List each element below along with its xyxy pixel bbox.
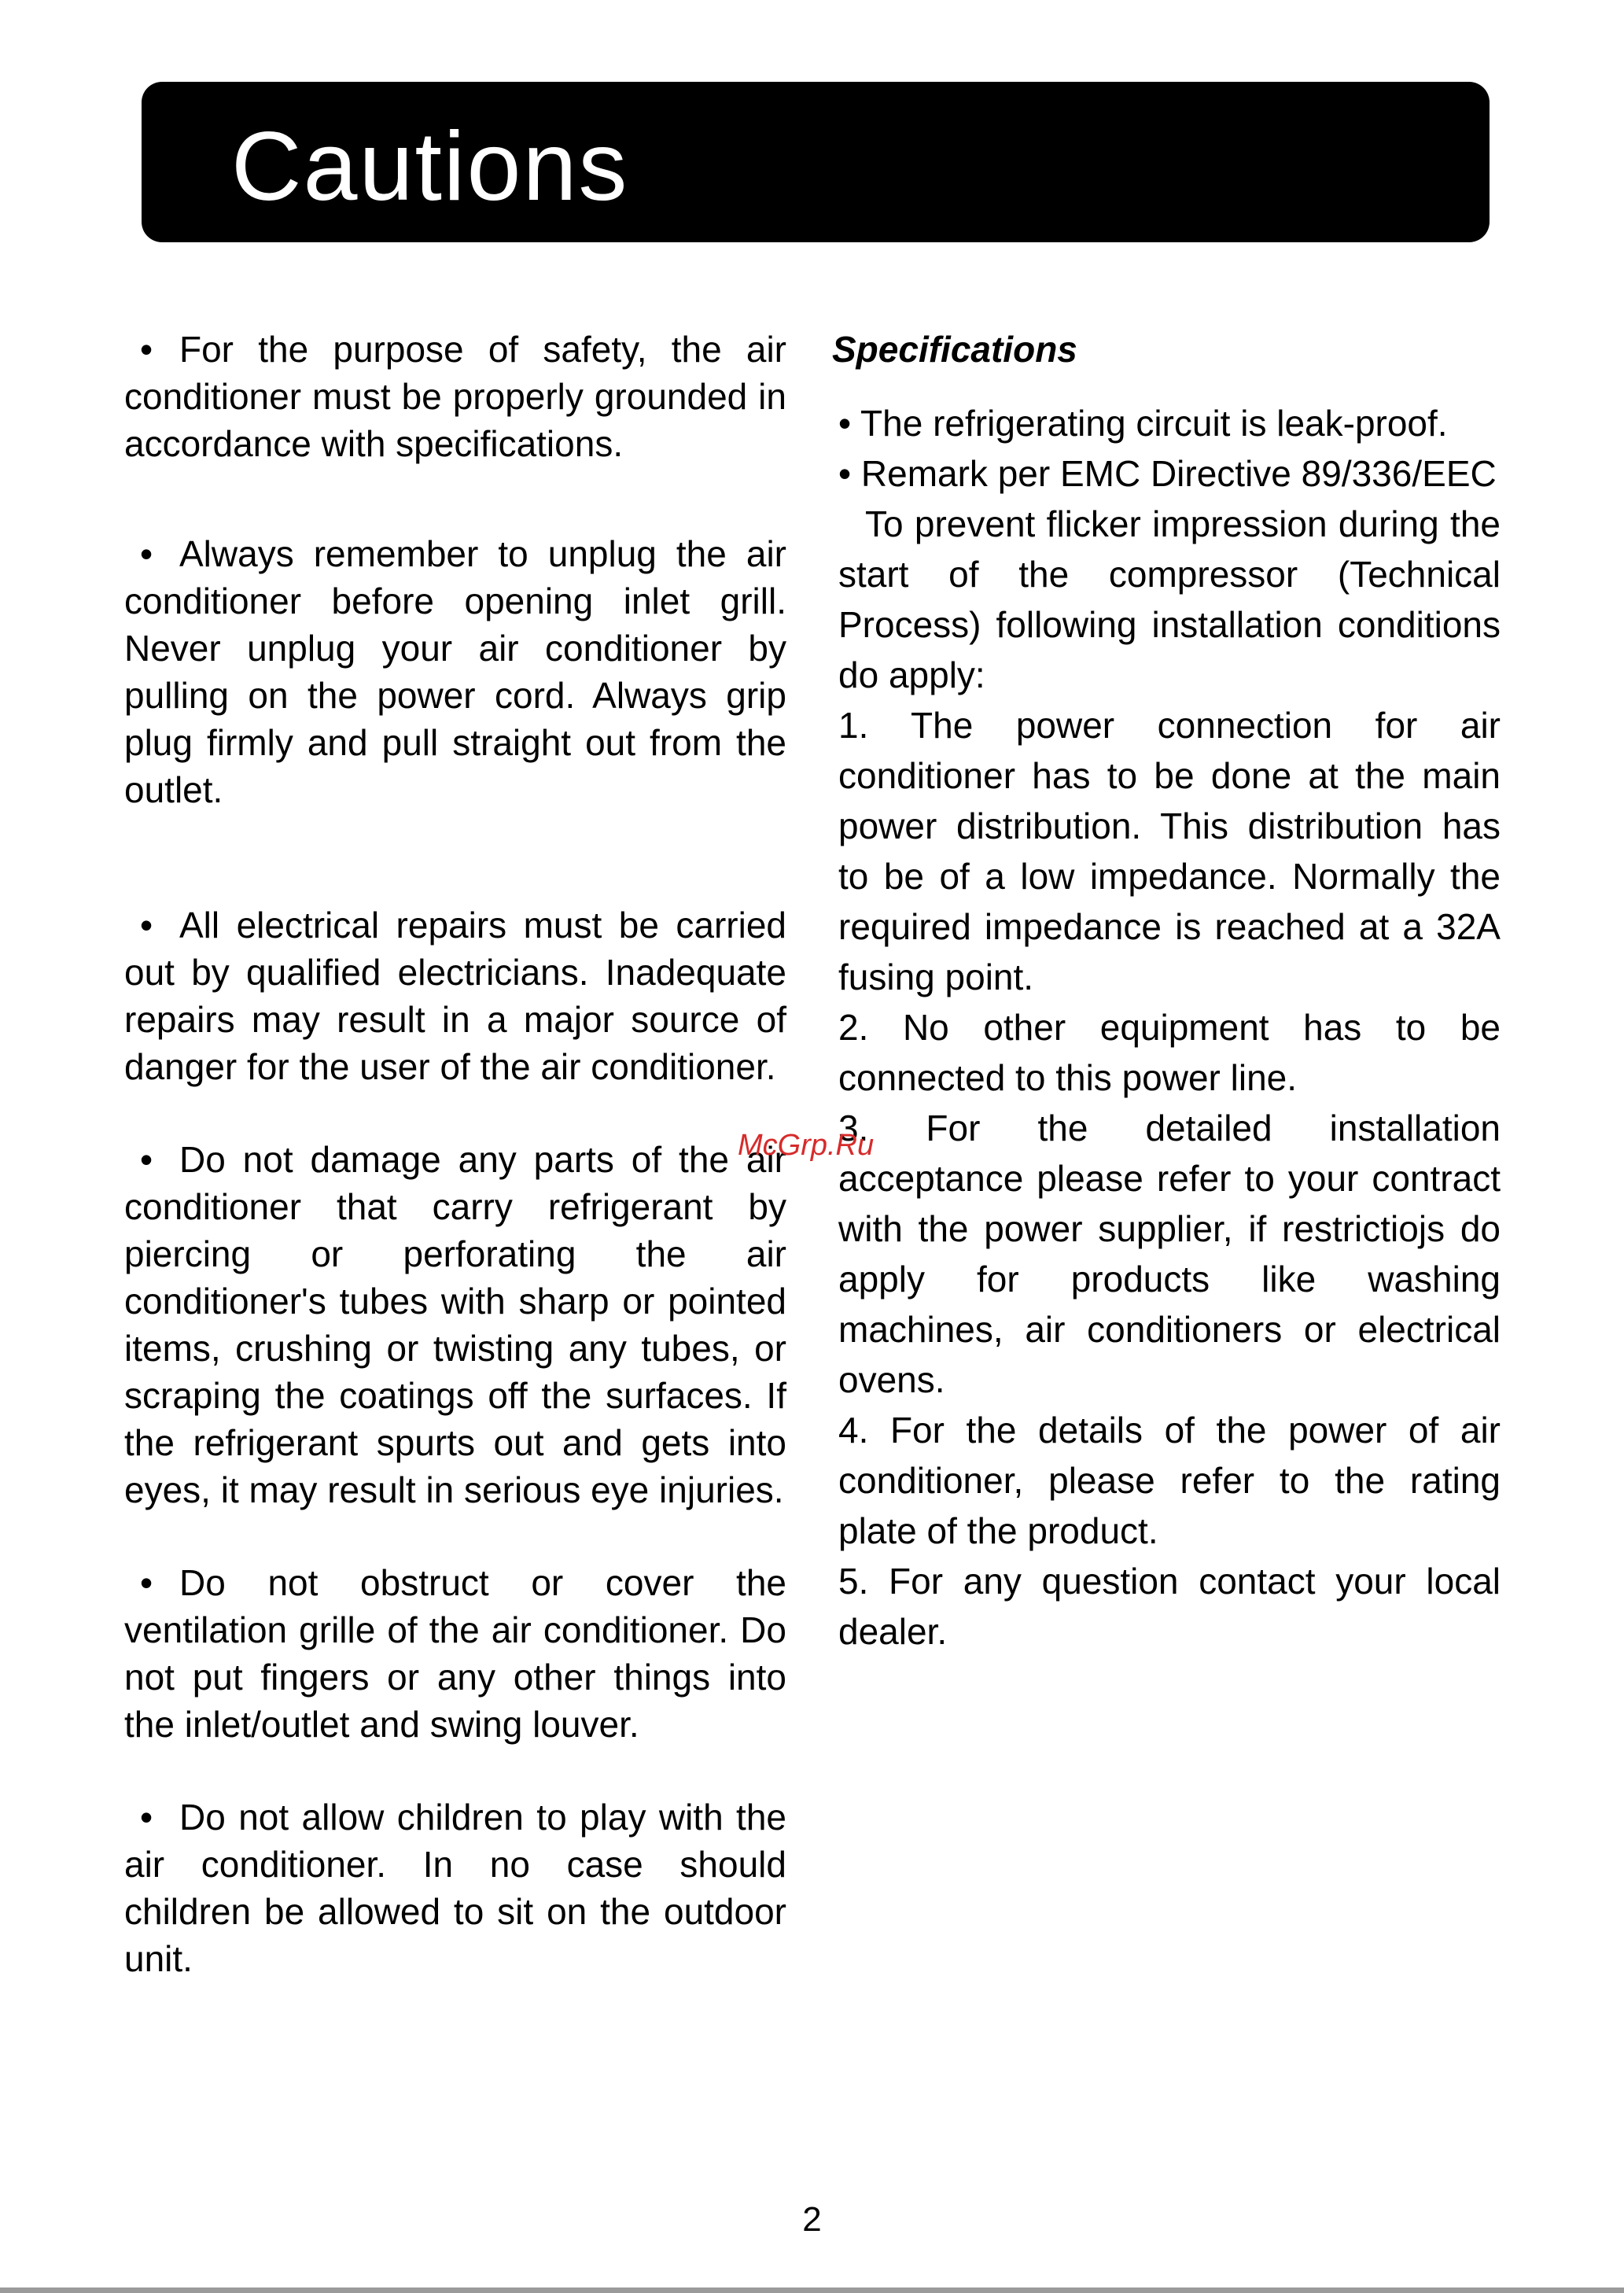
caution-text: Always remember to unplug the air conditioner before opening inlet grill. Never unplug your air conditioner by pulling on the power cord. Always grip plug firmly and pull straight out from the outlet. bbox=[124, 533, 786, 810]
caution-item bbox=[124, 1136, 786, 1513]
header-banner bbox=[142, 82, 1490, 242]
caution-text: Do not damage any parts of the air conditioner that carry refrigerant by piercing or perforating the air conditioner's tubes with sharp or pointed items, crushing or twisting any tubes, or scraping the coatings off the surfaces. If the refrigerant spurts out and gets into eyes, it may result in serious eye injuries. bbox=[124, 1139, 786, 1510]
spec-item: 4. For the details of the power of air conditioner, please refer to the rating plate of the product. bbox=[838, 1410, 1501, 1551]
specifications-section bbox=[832, 326, 1501, 1657]
specifications-heading: Specifications bbox=[832, 329, 1077, 370]
caution-item bbox=[124, 530, 786, 813]
caution-text: Do not obstruct or cover the ventilation grille of the air conditioner. Do not put fingers or any other things into the inlet/outlet and swing louver. bbox=[124, 1562, 786, 1745]
bullet-icon: • bbox=[140, 905, 153, 946]
spec-item: 3. For the detailed installation acceptance please refer to your contract with the power supplier, if restrictiojs do apply for products like washing machines, air conditioners or electrical ovens. bbox=[838, 1108, 1501, 1400]
bullet-icon: • bbox=[140, 533, 153, 574]
bullet-icon: • bbox=[140, 329, 153, 370]
bottom-divider bbox=[0, 2287, 1624, 2293]
cautions-list bbox=[124, 326, 786, 1982]
spec-item: 1. The power connection for air conditioner has to be done at the main power distribution. This distribution has to be of a low impedance. Normally the required impedance is reached at a 32A fusing point. bbox=[838, 705, 1501, 997]
bullet-icon: • bbox=[140, 1797, 153, 1838]
bullet-icon: • bbox=[140, 1139, 153, 1180]
spec-bullet: • The refrigerating circuit is leak-proof. bbox=[838, 403, 1448, 444]
caution-item bbox=[124, 1793, 786, 1982]
caution-text: Do not allow children to play with the air conditioner. In no case should children be allowed to sit on the outdoor unit. bbox=[124, 1797, 786, 1979]
caution-text: All electrical repairs must be carried out by qualified electricians. Inadequate repairs may result in a major source of danger for the user of the air conditioner. bbox=[124, 905, 786, 1087]
spec-intro: To prevent flicker impression during the start of the compressor (Technical Process) following installation conditions do apply: bbox=[838, 503, 1501, 695]
caution-text: For the purpose of safety, the air conditioner must be properly grounded in accordance with specifications. bbox=[124, 329, 786, 464]
spec-item: 5. For any question contact your local dealer. bbox=[838, 1561, 1501, 1652]
watermark: McGrp.Ru bbox=[738, 1129, 875, 1162]
spec-bullet: • Remark per EMC Directive 89/336/EEC bbox=[838, 453, 1497, 494]
page-number: 2 bbox=[802, 2200, 822, 2239]
caution-item bbox=[124, 326, 786, 467]
page-title: Cautions bbox=[231, 112, 629, 221]
caution-item bbox=[124, 1559, 786, 1748]
caution-item bbox=[124, 901, 786, 1090]
bullet-icon: • bbox=[140, 1562, 153, 1603]
spec-item: 2. No other equipment has to be connected to this power line. bbox=[838, 1007, 1501, 1098]
